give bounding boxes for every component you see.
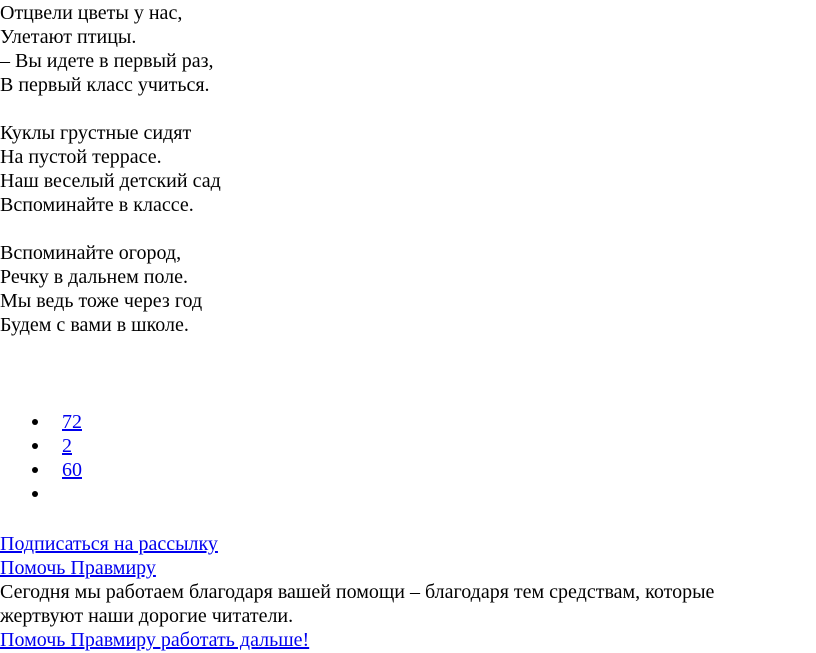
bullet-icon [32,491,38,497]
poem [0,1,221,361]
poem-line: В первый класс учиться. [0,74,210,96]
bullet-icon [32,419,38,425]
poem-line: Будем с вами в школе. [0,314,189,336]
poem-line: Наш веселый детский сад [0,170,221,192]
list-item [0,410,82,434]
counter-link-3[interactable]: 60 [62,459,82,481]
bullet-icon [32,467,38,473]
poem-line: Куклы грустные сидят [0,122,192,144]
poem-line: Речку в дальнем поле. [0,266,189,288]
list-item [0,434,82,458]
counter-list [0,410,82,506]
poem-line: На пустой террасе. [0,146,162,168]
bullet-icon [32,443,38,449]
help-pravmir-continue-link[interactable]: Помочь Правмиру работать дальше! [0,629,310,651]
donation-message: Сегодня мы работаем благодаря вашей помощи – благодаря тем средствам, которые жертвуют наши дорогие читатели. [0,581,715,627]
poem-line: Вспоминайте в классе. [0,194,194,216]
list-item [0,458,82,482]
help-pravmir-link[interactable]: Помочь Правмиру [0,557,156,579]
poem-stanza-1 [0,1,221,97]
poem-line: – Вы идете в первый раз, [0,50,214,72]
footer [0,532,816,652]
poem-line: Мы ведь тоже через год [0,290,203,312]
subscribe-link[interactable]: Подписаться на рассылку [0,533,218,555]
counter-link-2[interactable]: 2 [62,435,72,457]
poem-line: Улетают птицы. [0,26,137,48]
list-item [0,482,82,506]
poem-line: Вспоминайте огород, [0,242,182,264]
counter-link-1[interactable]: 72 [62,411,82,433]
poem-stanza-2 [0,121,221,217]
poem-stanza-3 [0,241,221,337]
poem-line: Отцвели цветы у нас, [0,2,183,24]
